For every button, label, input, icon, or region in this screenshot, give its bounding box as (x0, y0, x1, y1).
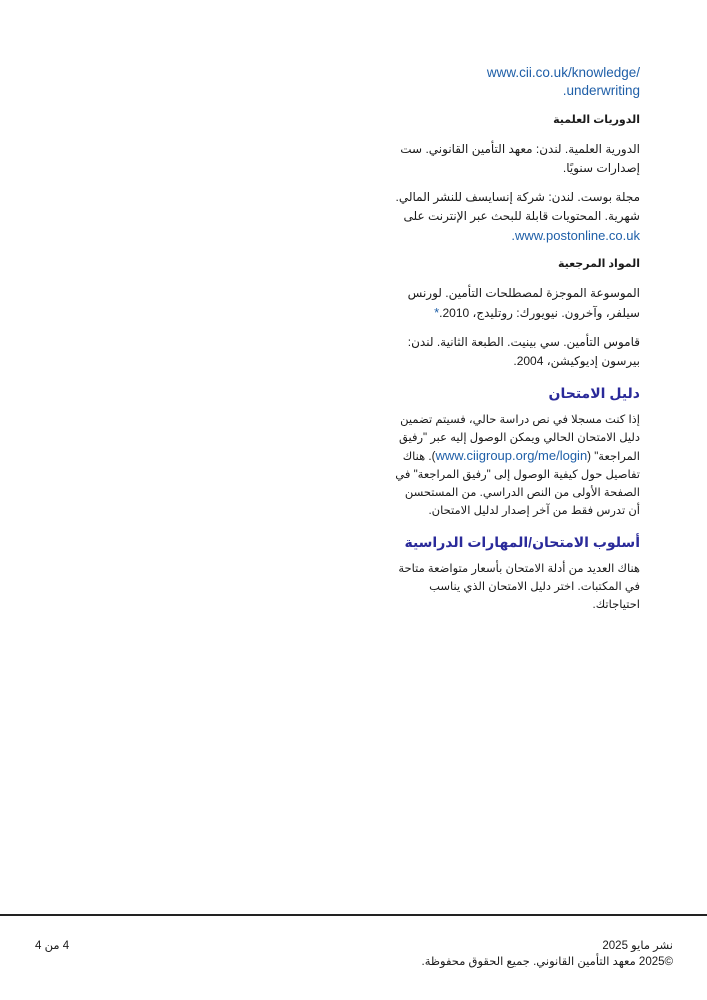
reference-entry-1 (395, 284, 640, 323)
published-date: نشر مايو 2025 (602, 940, 673, 952)
journal-entry-2 (395, 188, 640, 246)
reference-entry-1-mark[interactable]: * (434, 305, 440, 320)
reference-entry-2: قاموس التأمين. سي بينيت. الطبعة الثانية. لندن: بيرسون إديوكيشن، 2004. (407, 335, 640, 368)
exam-guide-link[interactable]: www.ciigroup.org/me/login (435, 448, 588, 463)
reference-entry-1-text: الموسوعة الموجزة لمصطلحات التأمين. لورنس سيلفر، وآخرون. نيويورك: روتليدج، 2010. (407, 286, 640, 320)
reference-heading: المواد المرجعية (557, 258, 640, 270)
exam-guide-text-1: إذا كنت مسجلا في نص دراسة حالي، فسيتم تضمين دليل الامتحان الحالي ويمكن الوصول إليه عبر "رفيق المراجعة" ( (398, 414, 640, 463)
journal-entry-1: الدورية العلمية. لندن: معهد التأمين القانوني. ست إصدارات سنويًا. (400, 142, 640, 175)
postonline-link[interactable]: www.postonline.co.uk. (511, 228, 640, 243)
page-number: 4 من 4 (35, 940, 70, 952)
journal-entry-2-text: مجلة بوست. لندن: شركة إنسايسف للنشر المالي. شهرية. المحتويات قابلة للبحث عبر الإنترنت على (395, 190, 640, 223)
underwriting-url-line-1[interactable]: www.cii.co.uk/knowledge/ (486, 65, 640, 80)
underwriting-url[interactable] (395, 64, 640, 100)
study-skills-paragraph: هناك العديد من أدلة الامتحان بأسعار متواضعة متاحة في المكتبات. اختر دليل الامتحان الذي يناسب احتياجاتك. (398, 563, 640, 611)
journals-heading: الدوريات العلمية (553, 114, 640, 126)
exam-guide-paragraph (395, 411, 640, 520)
main-column (395, 64, 640, 626)
underwriting-url-line-2[interactable]: .underwriting (562, 83, 640, 98)
copyright-notice: ©2025 معهد التأمين القانوني. جميع الحقوق محفوظة. (421, 956, 673, 968)
footer-info (373, 938, 673, 970)
footer-divider (0, 914, 707, 916)
exam-guide-title: دليل الامتحان (548, 385, 640, 401)
study-skills-title: أسلوب الامتحان/المهارات الدراسية (404, 534, 640, 550)
exam-guide-text-2: ). هناك تفاصيل حول كيفية الوصول إلى "رفيق المراجعة" في الصفحة الأولى من النص الدراسي. من المستحسن أن تدرس فقط من آخر إصدار لدليل الامتحان. (395, 451, 640, 517)
